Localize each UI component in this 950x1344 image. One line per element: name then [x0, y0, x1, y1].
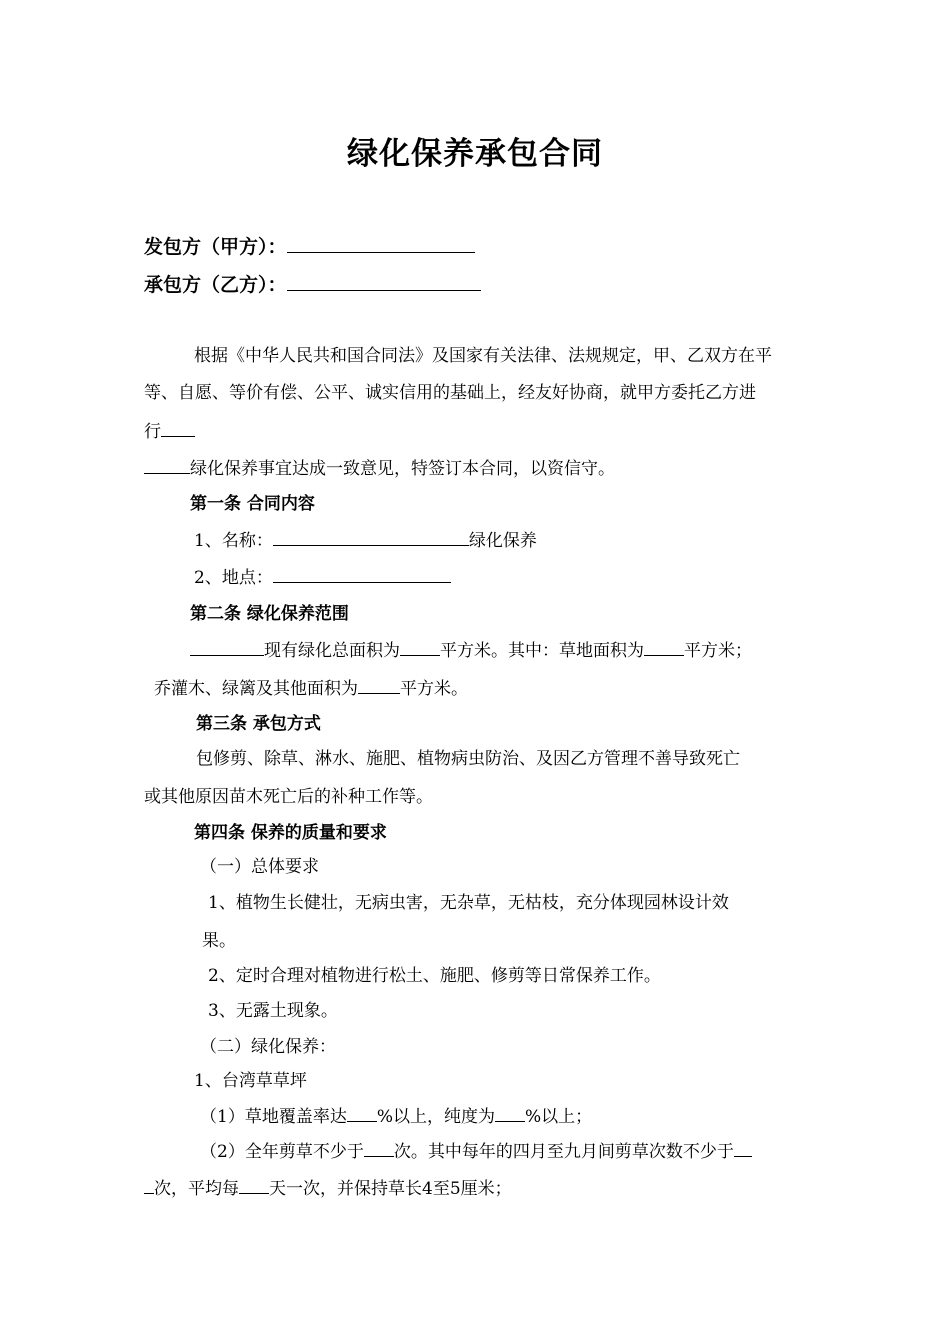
summer-mowing-blank-cont: [144, 1177, 154, 1194]
article-1-item-1-prefix: 1、名称：: [194, 531, 273, 551]
scope-blank-4: [358, 677, 400, 694]
general-requirement-1-cont: 果。: [202, 931, 236, 951]
general-requirement-1: 1、植物生长健壮，无病虫害，无杂草，无枯枝，充分体现园林设计效: [208, 893, 729, 913]
lawn-requirement-1-c: %以上；: [524, 1107, 593, 1127]
coverage-blank: [347, 1105, 377, 1122]
lawn-requirement-3-b: 天一次，并保持草长4至5厘米；: [269, 1179, 512, 1199]
preamble-line-4: [144, 457, 615, 480]
article-1-item-1: [194, 529, 537, 552]
general-requirements-heading: （一）总体要求: [200, 857, 319, 877]
party-b-label: 承包方（乙方）：: [144, 274, 287, 296]
article-1-heading: 第一条 合同内容: [190, 494, 315, 514]
preamble-line-4-text: 绿化保养事宜达成一致意见，特签订本合同，以资信守。: [190, 459, 615, 479]
article-2-line-2-a: 乔灌木、绿篱及其他面积为: [154, 679, 358, 699]
mowing-count-blank: [364, 1140, 394, 1157]
article-2-line-1-b: 平方米。其中：草地面积为: [440, 641, 644, 661]
article-3-heading: 第三条 承包方式: [196, 714, 321, 734]
article-4-heading: 第四条 保养的质量和要求: [194, 823, 387, 843]
preamble-blank-2: [144, 457, 190, 474]
preamble-blank-1: [161, 420, 195, 437]
party-a-label: 发包方（甲方）：: [144, 236, 287, 258]
location-blank: [273, 566, 451, 583]
summer-mowing-blank: [734, 1140, 752, 1157]
purity-blank: [495, 1105, 525, 1122]
article-2-heading: 第二条 绿化保养范围: [190, 604, 349, 624]
scope-blank-2: [400, 639, 440, 656]
article-2-line-1-c: 平方米；: [684, 641, 752, 661]
party-b-line: [144, 270, 481, 297]
party-a-blank: [287, 236, 475, 253]
article-3-line-1: 包修剪、除草、淋水、施肥、植物病虫防治、及因乙方管理不善导致死亡: [196, 749, 740, 769]
lawn-requirement-2-b: 次。其中每年的四月至九月间剪草次数不少于: [393, 1142, 734, 1162]
article-3-line-2: 或其他原因苗木死亡后的补种工作等。: [144, 787, 433, 807]
general-requirement-2: 2、定时合理对植物进行松土、施肥、修剪等日常保养工作。: [208, 966, 661, 986]
scope-blank-3: [644, 639, 684, 656]
article-1-item-2: [194, 566, 451, 589]
green-maintenance-heading: （二）绿化保养：: [200, 1037, 336, 1057]
interval-days-blank: [239, 1177, 269, 1194]
article-1-item-2-prefix: 2、地点：: [194, 568, 273, 588]
name-blank: [273, 529, 469, 546]
article-1-item-1-suffix: 绿化保养: [468, 531, 537, 551]
article-2-line-1-a: 现有绿化总面积为: [264, 641, 400, 661]
party-b-blank: [287, 274, 481, 291]
document-title: 绿化保养承包合同: [347, 136, 603, 172]
preamble-line-1: 根据《中华人民共和国合同法》及国家有关法律、法规规定，甲、乙双方在平: [194, 346, 772, 366]
preamble-line-2: 等、自愿、等价有偿、公平、诚实信用的基础上，经友好协商，就甲方委托乙方进: [144, 383, 756, 403]
lawn-requirement-2: [200, 1140, 752, 1163]
article-2-line-2: [154, 677, 468, 700]
lawn-requirement-2-a: （2）全年剪草不少于: [200, 1142, 364, 1162]
general-requirement-3: 3、无露土现象。: [208, 1001, 338, 1021]
lawn-requirement-3-a: 次，平均每: [154, 1179, 239, 1199]
article-2-line-2-b: 平方米。: [400, 679, 468, 699]
lawn-heading: 1、台湾草草坪: [194, 1071, 307, 1091]
lawn-requirement-2-cont: [144, 1177, 512, 1200]
preamble-line-3-text: 行: [144, 422, 161, 442]
lawn-requirement-1: [200, 1105, 592, 1128]
scope-blank-1: [190, 639, 264, 656]
lawn-requirement-1-a: （1）草地覆盖率达: [200, 1107, 347, 1127]
party-a-line: [144, 232, 475, 259]
preamble-line-3: [144, 420, 195, 443]
article-2-line-1: [190, 639, 752, 662]
lawn-requirement-1-b: %以上，纯度为: [376, 1107, 495, 1127]
